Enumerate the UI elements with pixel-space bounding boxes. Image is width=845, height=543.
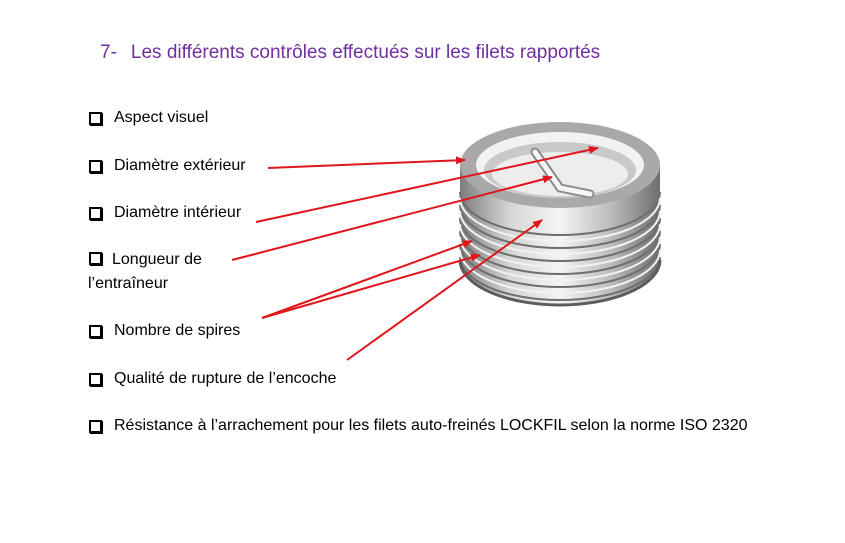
item-label: Diamètre extérieur — [114, 157, 246, 174]
checkbox-icon — [89, 112, 102, 125]
list-item-aspect-visuel — [88, 106, 208, 130]
item-label: Qualité de rupture de l’encoche — [114, 370, 337, 387]
checkbox-icon — [89, 252, 102, 265]
list-item-longueur-entraineur — [88, 248, 202, 296]
arrow-nombre-spires-2 — [262, 255, 480, 318]
checkbox-icon — [89, 420, 102, 433]
checkbox-icon — [89, 160, 102, 173]
slide-title — [100, 42, 600, 64]
checkbox-icon — [89, 207, 102, 220]
thread-insert-coil-image — [450, 110, 680, 320]
item-label: Aspect visuel — [114, 109, 209, 126]
checkbox-icon — [89, 325, 102, 338]
list-item-nombre-spires — [88, 319, 240, 343]
list-item-diametre-interieur — [88, 201, 241, 225]
title-text: Les différents contrôles effectués sur les filets rapportés — [130, 42, 601, 63]
item-label: Résistance à l’arrachement pour les filets auto-freinés LOCKFIL selon la norme ISO 2320 — [114, 417, 748, 434]
list-item-resistance-arrachement — [88, 414, 804, 438]
arrow-nombre-spires-1 — [262, 241, 472, 318]
item-label: Nombre de spires — [114, 322, 241, 339]
list-item-qualite-rupture — [88, 367, 336, 391]
arrow-diametre-exterieur — [268, 160, 465, 168]
item-label-line1: Longueur de — [112, 251, 202, 268]
list-item-diametre-exterieur — [88, 154, 246, 178]
item-label-line2: l’entraîneur — [88, 275, 169, 292]
checkbox-icon — [89, 373, 102, 386]
title-number: 7- — [100, 42, 117, 63]
item-label: Diamètre intérieur — [114, 204, 242, 221]
